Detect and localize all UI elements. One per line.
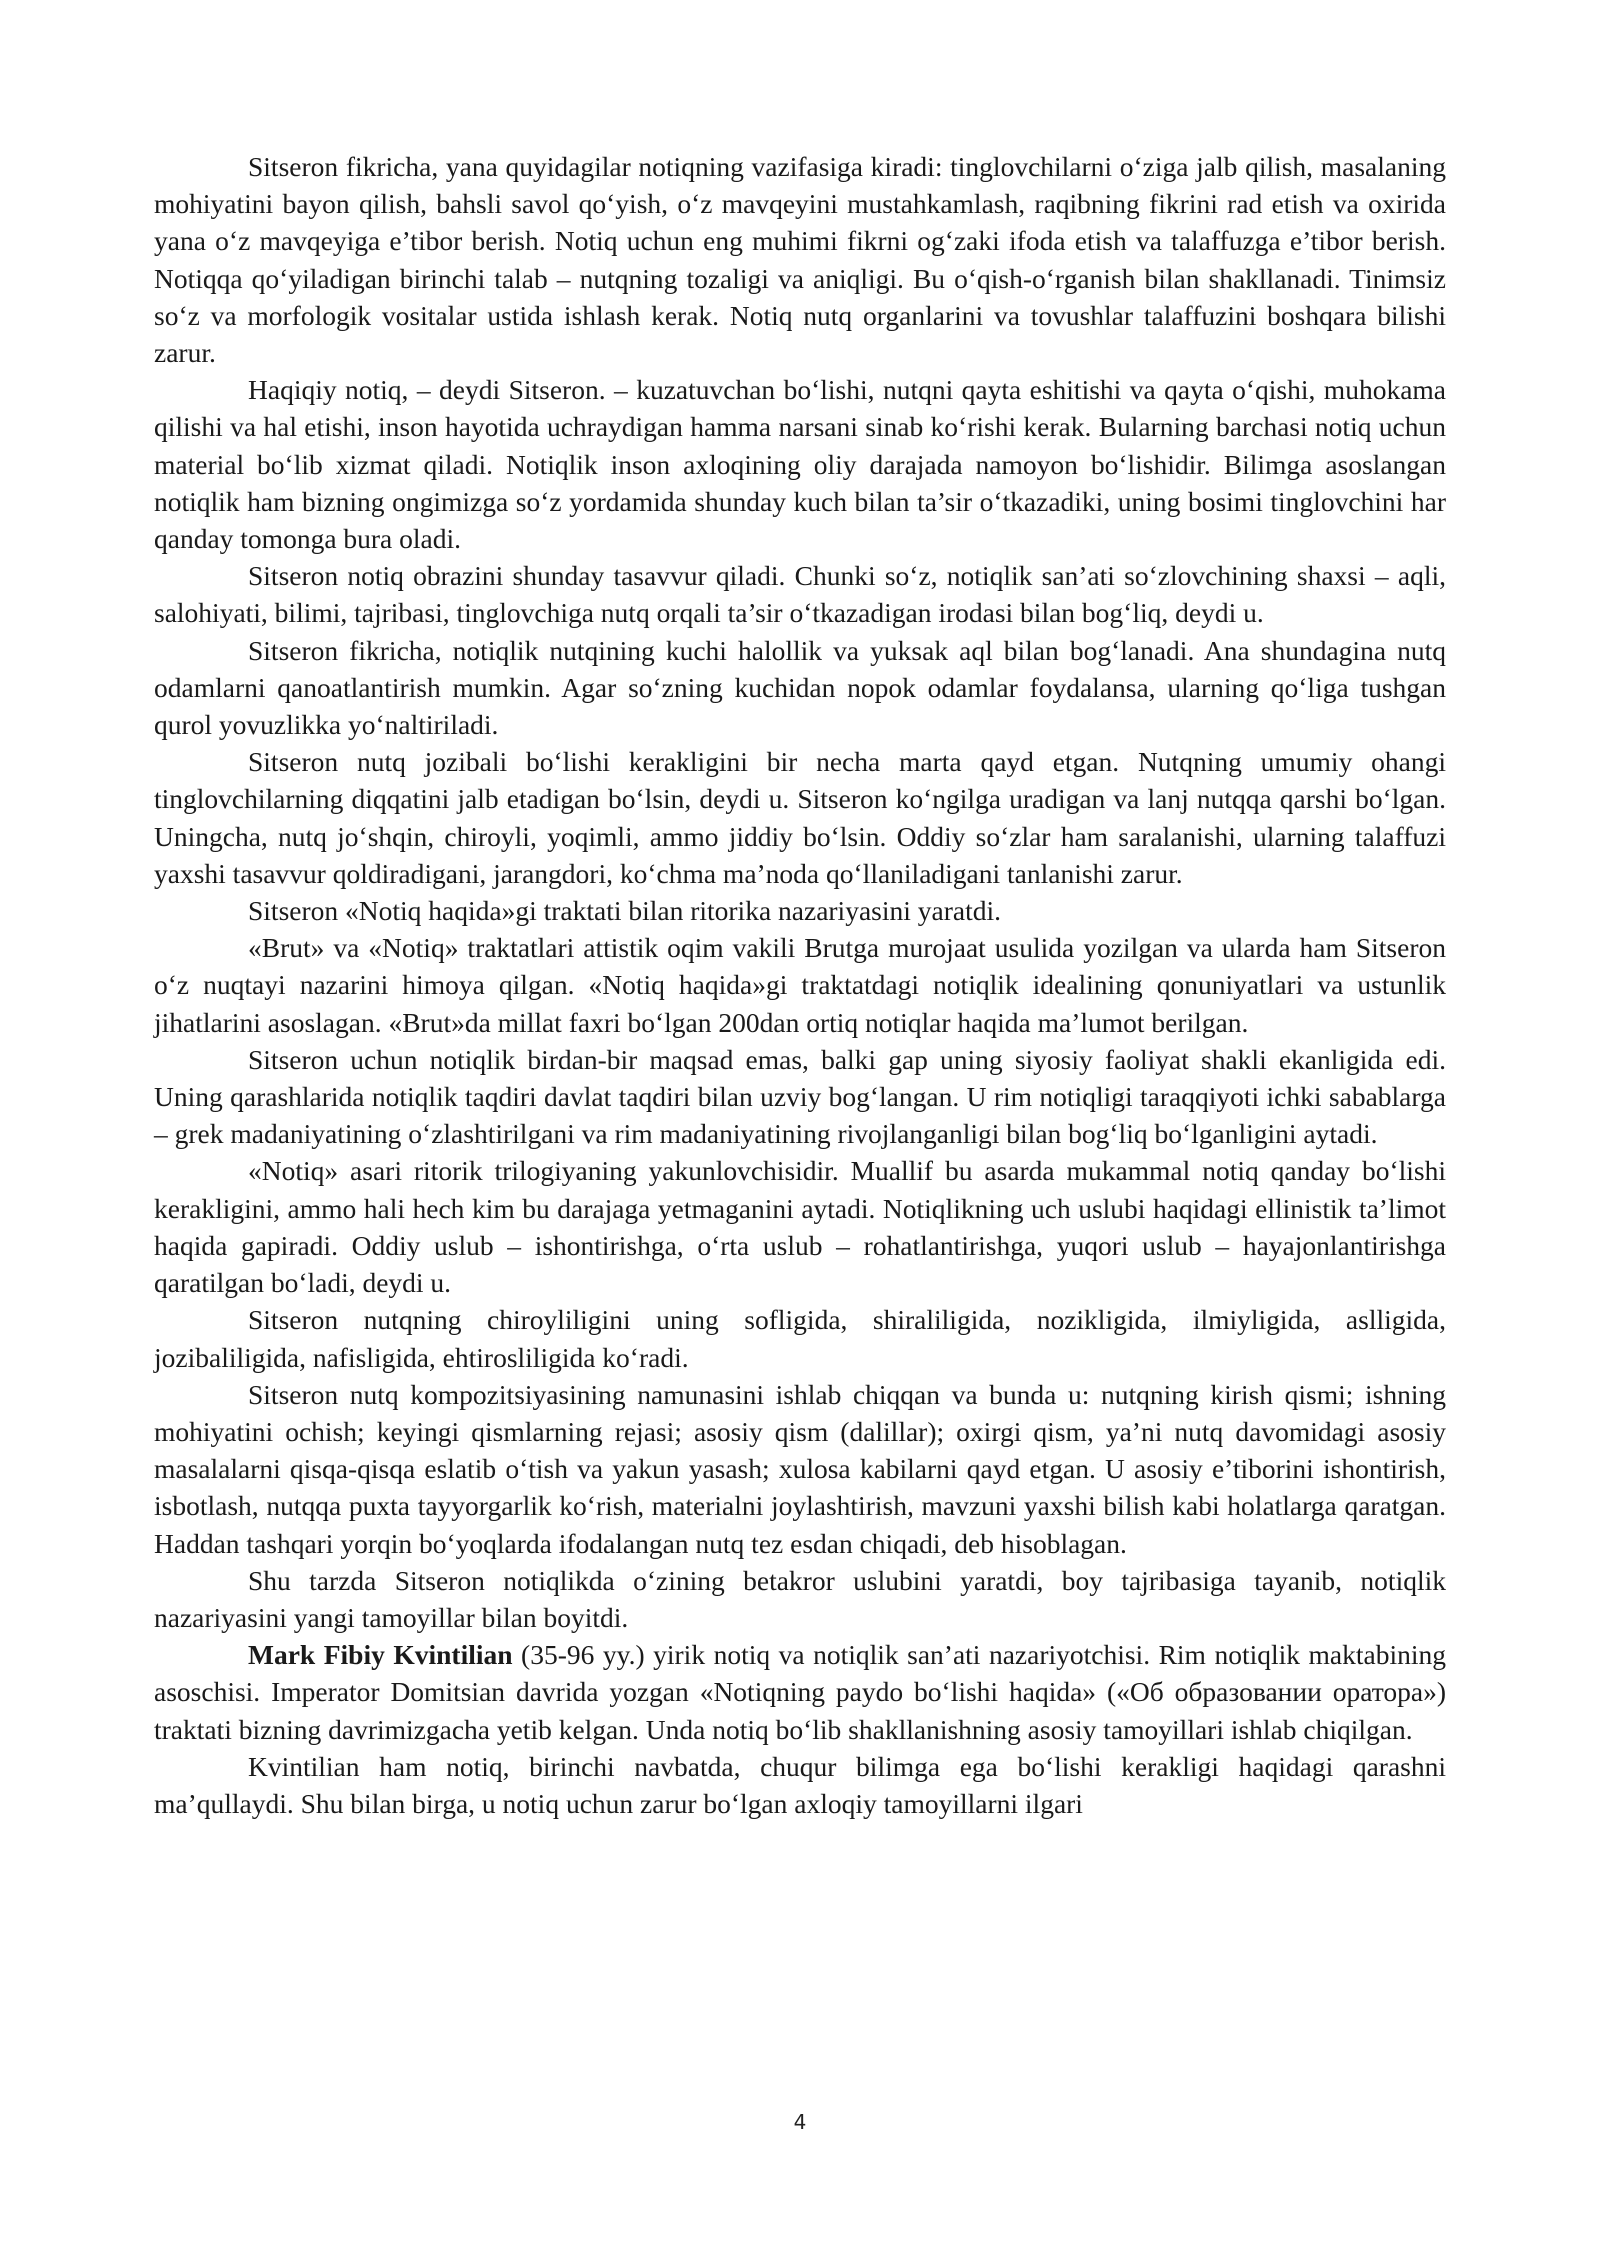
page-number: 4 (793, 2110, 807, 2134)
paragraph-6: Sitseron «Notiq haqida»gi traktati bilan ritorika nazariyasini yaratdi. (248, 895, 1001, 927)
paragraph-9: «Notiq» asari ritorik trilogiyaning yakunlovchisidir. Muallif bu asarda mukammal notiq qanday bo‘lishi kerakligini, ammo hali hech kim bu darajaga yetmaganini aytadi. Notiqlikning uch uslubi haqidagi ellinistik ta’limot haqida gapiradi. Oddiy uslub – ishontirishga, o‘rta uslub – rohatlantirishga, yuqori uslub – hayajonlantirishga qaratilgan bo‘ladi, deydi u. (154, 1155, 1446, 1299)
paragraph-14: Kvintilian ham notiq, birinchi navbatda, chuqur bilimga ega bo‘lishi kerakligi haqidagi qarashni ma’qullaydi. Shu bilan birga, u notiq uchun zarur bo‘lgan axloqiy tamoyillarni ilgari (154, 1750, 1446, 1819)
paragraph-3: Sitseron notiq obrazini shunday tasavvur qiladi. Chunki so‘z, notiqlik san’ati so‘zlovchining shaxsi – aqli, salohiyati, bilimi, tajribasi, tinglovchiga nutq orqali ta’sir o‘tkazadigan irodasi bilan bog‘liq, deydi u. (154, 560, 1446, 629)
document-page-body (154, 148, 1446, 1822)
paragraph-13-text: (35-96 yy.) yirik notiq va notiqlik san’ati nazariyotchisi. Rim notiqlik maktabining asoschisi. Imperator Domitsian davrida yozgan «Notiqning paydo bo‘lishi haqida» («Об образовании оратора») traktati bizning davrimizgacha yetib kelgan. Unda notiq bo‘lib shakllanishning asosiy tamoyillari ishlab chiqilgan. (154, 1639, 1446, 1745)
paragraph-12: Shu tarzda Sitseron notiqlikda o‘zining betakror uslubini yaratdi, boy tajribasiga tayanib, notiqlik nazariyasini yangi tamoyillar bilan boyitdi. (154, 1564, 1446, 1633)
paragraph-13 (154, 1636, 1446, 1748)
paragraph-8: Sitseron uchun notiqlik birdan-bir maqsad emas, balki gap uning siyosiy faoliyat shakli ekanligida edi. Uning qarashlarida notiqlik taqdiri davlat taqdiri bilan uzviy bog‘langan. U rim notiqligi taraqqiyoti ichki sabablarga – grek madaniyatining o‘zlashtirilgani va rim madaniyatining rivojlanganligi bilan bog‘liq bo‘lganligini aytadi. (154, 1043, 1446, 1150)
paragraph-10: Sitseron nutqning chiroyliligini uning sofligida, shiraliligida, nozikligida, ilmiyligida, aslligida, jozibaliligida, nafisligida, ehtirosliligida ko‘radi. (154, 1304, 1446, 1373)
paragraph-7: «Brut» va «Notiq» traktatlari attistik oqim vakili Brutga murojaat usulida yozilgan va ularda ham Sitseron o‘z nuqtayi nazarini himoya qilgan. «Notiq haqida»gi traktatdagi notiqlik idealining qonuniyatlari va ustunlik jihatlarini asoslagan. «Brut»da millat faxri bo‘lgan 200dan ortiq notiqlar haqida ma’lumot berilgan. (154, 932, 1446, 1038)
paragraph-1: Sitseron fikricha, yana quyidagilar notiqning vazifasiga kiradi: tinglovchilarni o‘ziga jalb qilish, masalaning mohiyatini bayon qilish, bahsli savol qo‘yish, o‘z mavqeyini mustahkamlash, raqibning fikrini rad etish va oxirida yana o‘z mavqeyiga e’tibor berish. Notiq uchun eng muhimi fikrni og‘zaki ifoda etish va talaffuzga e’tibor berish. Notiqqa qo‘yiladigan birinchi talab – nutqning tozaligi va aniqligi. Bu o‘qish-o‘rganish bilan shakllanadi. Tinimsiz so‘z va morfologik vositalar ustida ishlash kerak. Notiq nutq organlarini va tovushlar talaffuzini boshqara bilishi zarur. (154, 151, 1446, 369)
paragraph-5: Sitseron nutq jozibali bo‘lishi kerakligini bir necha marta qayd etgan. Nutqning umumiy ohangi tinglovchilarning diqqatini jalb etadigan bo‘lsin, deydi u. Sitseron ko‘ngilga uradigan va lanj nutqqa qarshi bo‘lgan. Uningcha, nutq jo‘shqin, chiroyli, yoqimli, ammo jiddiy bo‘lsin. Oddiy so‘zlar ham saralanishi, ularning talaffuzi yaxshi tasavvur qoldiradigani, jarangdori, ko‘chma ma’noda qo‘llaniladigani tanlanishi zarur. (154, 746, 1446, 889)
paragraph-11: Sitseron nutq kompozitsiyasining namunasini ishlab chiqqan va bunda u: nutqning kirish qismi; ishning mohiyatini ochish; keyingi qismlarning rejasi; asosiy qism (dalillar); oxirgi qism, ya’ni nutq davomidagi asosiy masalalarni qisqa-qisqa eslatib o‘tish va yakun yasash; xulosa kabilarni qayd etgan. U asosiy e’tiborini ishontirish, isbotlash, nutqqa puxta tayyorgarlik ko‘rish, materialni joylashtirish, mavzuni yaxshi bilish kabi holatlarga qaratgan. Haddan tashqari yorqin bo‘yoqlarda ifodalangan nutq tez esdan chiqadi, deb hisoblagan. (154, 1378, 1446, 1559)
paragraph-4: Sitseron fikricha, notiqlik nutqining kuchi halollik va yuksak aql bilan bog‘lanadi. Ana shundagina nutq odamlarni qanoatlantirish mumkin. Agar so‘zning kuchidan nopok odamlar foydalansa, ularning qo‘liga tushgan qurol yovuzlikka yo‘naltiriladi. (154, 634, 1446, 741)
paragraph-2: Haqiqiy notiq, – deydi Sitseron. – kuzatuvchan bo‘lishi, nutqni qayta eshitishi va qayta o‘qishi, muhokama qilishi va hal etishi, inson hayotida uchraydigan hamma narsani sinab ko‘rishi kerak. Bularning barchasi notiq uchun material bo‘lib xizmat qiladi. Notiqlik inson axloqining oliy darajada namoyon bo‘lishidir. Bilimga asoslangan notiqlik ham bizning ongimizga so‘z yordamida shunday kuch bilan ta’sir o‘tkazadiki, uning bosimi tinglovchini har qanday tomonga bura oladi. (154, 374, 1446, 555)
person-name-bold: Mark Fibiy Kvintilian (248, 1639, 513, 1671)
